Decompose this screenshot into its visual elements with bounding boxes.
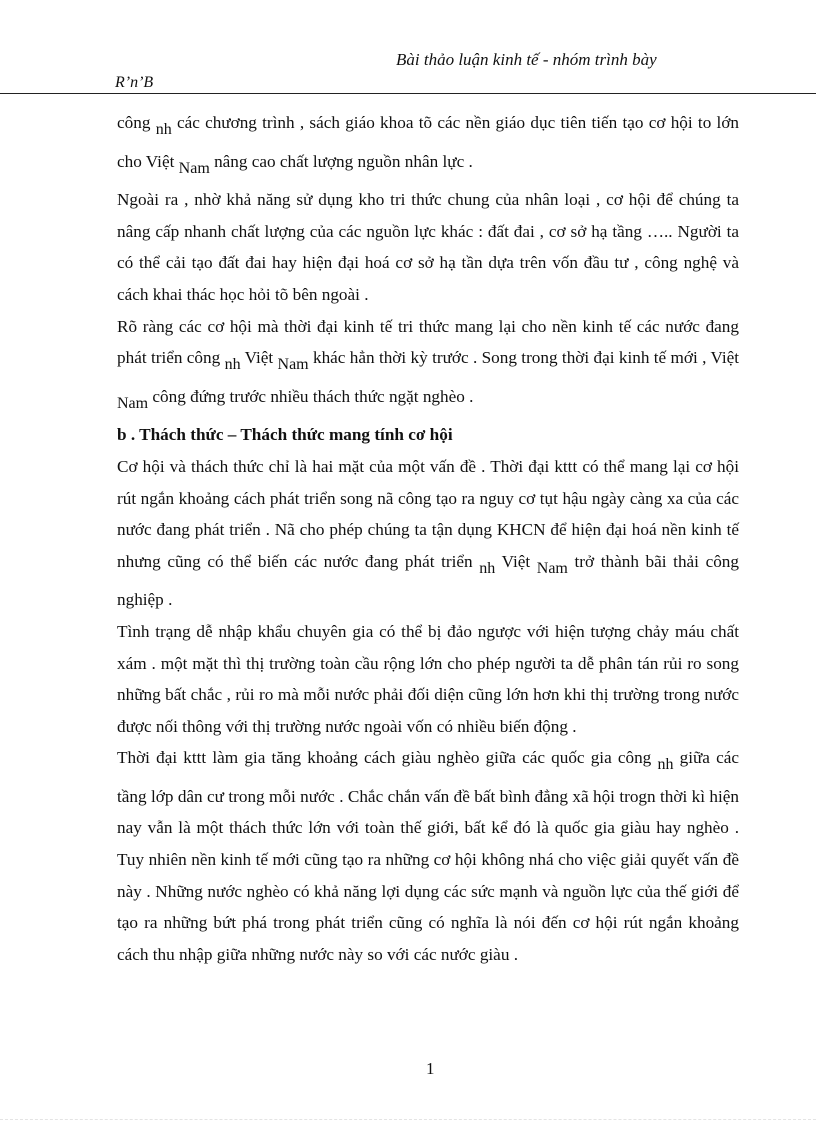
text-run: Cơ hội và thách thức chỉ là hai mặt của một vấn đề . Thời đại kttt có thể mang lại cơ hội rút ngắn khoảng cách phát triển song nã công tạo ra nguy cơ tụt hậu ngày càng xa của các nước đang phát triển . Nã cho phép chúng ta tận dụng KHCN để hiện đại hoá nền kinh tế nhưng cũng có thể biến các nước đang phát triển xyxy=(117,456,739,571)
paragraph-5: Tình trạng dễ nhập khẩu chuyên gia có thể bị đảo ngược với hiện tượng chảy máu chất xám . một mặt thì thị trường toàn cầu rộng lớn cho phép người ta dễ phân tán rủi ro song những bất chắc , rủi ro mà mỗi nước phải đối diện cũng lớn hơn khi thị trường trong nước được nối thông với thị trường nước ngoài vốn có nhiều biến động . xyxy=(117,621,739,736)
header-title: Bài thảo luận kinh tế - nhóm trình bày xyxy=(396,50,657,69)
subscript-run: Nam xyxy=(117,394,149,412)
footer-divider xyxy=(0,1119,816,1120)
subscript-run: Nam xyxy=(178,159,210,177)
text-run: các chương trình , sách giáo khoa tõ các nền giáo dục tiên tiến tạo cơ hội to lớn cho Việt xyxy=(117,113,740,171)
text-run: Rõ ràng các cơ hội mà thời đại kinh tế tri thức mang lại cho nền kinh tế các nước đang phát triển công xyxy=(117,316,739,368)
page-number: 1 xyxy=(426,1059,435,1078)
text-run: Thời đại kttt làm gia tăng khoảng cách giàu nghèo giữa các quốc gia công xyxy=(117,748,658,768)
text-run: công đứng trước nhiều thách thức ngặt nghèo . xyxy=(148,386,474,406)
paragraph-4 xyxy=(117,451,739,616)
subscript-run: nh xyxy=(657,756,674,774)
text-run: Việt xyxy=(240,348,278,368)
paragraph-1 xyxy=(117,107,739,184)
section-heading: b . Thách thức – Thách thức mang tính cơ hội xyxy=(117,425,453,445)
header-divider xyxy=(0,93,816,94)
subscript-run: Nam xyxy=(277,356,309,374)
subscript-run: nh xyxy=(155,121,172,138)
subscript-run: nh xyxy=(224,356,241,374)
text-run: công xyxy=(117,113,151,132)
paragraph-3 xyxy=(117,311,739,420)
subscript-run: Nam xyxy=(536,559,568,577)
paragraph-6 xyxy=(117,742,739,970)
text-run: khác hẳn thời kỳ trước . Song trong thời đại kinh tế mới , Việt xyxy=(308,348,739,368)
subscript-run: nh xyxy=(479,559,496,577)
paragraph-2: Ngoài ra , nhờ khả năng sử dụng kho tri thức chung của nhân loại , cơ hội để chúng ta nâng cấp nhanh chất lượng của các nguồn lực khác : đất đai , cơ sở hạ tầng ….. Người ta có thể cải tạo đất đai hay hiện đại hoá cơ sở hạ tần dựa trên vốn đầu tư , công nghệ và cách khai thác học hỏi tõ bên ngoài . xyxy=(117,190,739,304)
header-mark: R’n’B xyxy=(115,74,154,91)
text-run: nâng cao chất lượng nguồn nhân lực . xyxy=(209,151,473,171)
document-body xyxy=(117,107,739,970)
text-run: trở thành bãi thải công nghiệp . xyxy=(117,551,739,610)
text-run: Việt xyxy=(495,551,537,571)
text-run: giữa các tầng lớp dân cư trong mỗi nước . Chắc chắn vấn đề bất bình đẳng xã hội trogn thời kì hiện nay vẫn là một thách thức lớn với toàn thế giới, bất kể đó là quốc gia giàu hay nghèo . Tuy nhiên nền kinh tế mới cũng tạo ra những cơ hội không nhá cho việc giải quyết vấn đề này . Những nước nghèo có khả năng lợi dụng các sức mạnh và nguồn lực của thế giới để tạo ra những bứt phá trong phát triển cũng có nghĩa là nói đến cơ hội rút ngắn khoảng cách thu nhập giữa những nước này so với các nước giàu . xyxy=(117,748,739,964)
